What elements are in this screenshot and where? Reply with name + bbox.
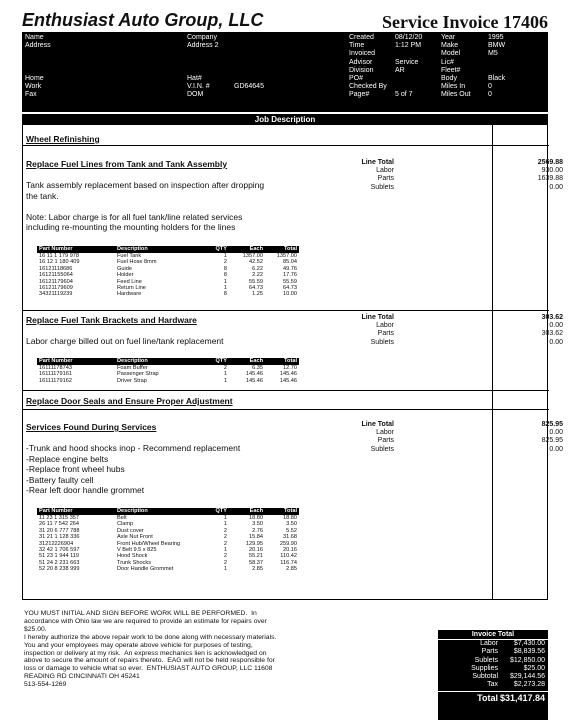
parts-cell: 16111179161 bbox=[39, 371, 72, 378]
parts-cell: 58.37 bbox=[249, 559, 263, 566]
parts-cell: Feed Line bbox=[117, 278, 142, 285]
parts-cell: 16121118686 bbox=[39, 265, 73, 272]
totals-value: 303.62 bbox=[541, 330, 563, 338]
invoice-title: Service Invoice 17406 bbox=[382, 12, 548, 32]
totals-label: Labor bbox=[376, 429, 394, 437]
header-label: Division bbox=[349, 66, 374, 74]
header-label bbox=[25, 50, 51, 58]
header-value: 1:12 PM bbox=[395, 42, 422, 50]
invoice-total-value: $7,430.00 bbox=[513, 640, 545, 647]
company-name: Enthusiast Auto Group, LLC bbox=[22, 10, 264, 30]
parts-cell: 16121179604 bbox=[39, 278, 73, 285]
parts-header-cell: QTY bbox=[215, 508, 227, 514]
header-label: PO# bbox=[349, 74, 364, 82]
invoice-total-rows bbox=[438, 640, 548, 690]
section-description: Tank assembly replacement based on inspection after dropping the tank. Note: Labor charge is for all fuel tank/line related services including re-mounting the mounting holders for the lines bbox=[26, 180, 265, 232]
section-divider bbox=[23, 310, 549, 311]
parts-cell: 64.73 bbox=[283, 284, 297, 291]
parts-cell: 2 bbox=[223, 540, 227, 547]
vehicle-labels bbox=[441, 34, 471, 100]
parts-header-cell: Description bbox=[117, 508, 148, 514]
parts-cell: 6.35 bbox=[252, 365, 263, 371]
header-label: Home bbox=[25, 74, 44, 82]
parts-cell: Belt bbox=[117, 515, 127, 521]
header-label: Fax bbox=[25, 91, 37, 99]
parts-row bbox=[37, 378, 299, 384]
parts-cell: 1357.00 bbox=[242, 253, 263, 259]
header-value: M5 bbox=[488, 50, 498, 58]
vin-number: GD64645 bbox=[234, 83, 264, 91]
parts-cell: Return Line bbox=[117, 284, 146, 291]
parts-cell: Dust cover bbox=[117, 527, 144, 534]
parts-cell: 1 bbox=[223, 377, 227, 384]
header-label bbox=[25, 59, 51, 67]
parts-table bbox=[37, 508, 299, 573]
parts-header-cell: Description bbox=[117, 358, 148, 364]
parts-cell: 16 12 1 180 409 bbox=[39, 259, 80, 266]
invoice-total-row bbox=[438, 657, 548, 665]
job-body bbox=[22, 125, 563, 600]
parts-cell: 2.85 bbox=[252, 566, 263, 573]
parts-cell: 31 20 6 777 788 bbox=[39, 527, 80, 534]
header-value: 08/12/20 bbox=[395, 34, 423, 41]
parts-cell: Passenger Strap bbox=[117, 371, 159, 378]
invoice-header bbox=[22, 32, 548, 112]
parts-cell: 2 bbox=[223, 559, 227, 566]
parts-cell: Clamp bbox=[117, 521, 134, 528]
parts-cell: 1 bbox=[223, 521, 227, 528]
totals-value: 825.95 bbox=[541, 437, 563, 445]
parts-cell: Foam Buffer bbox=[117, 365, 148, 371]
parts-cell: 1 bbox=[223, 253, 227, 259]
redaction-block bbox=[64, 72, 120, 108]
totals-label: Line Total bbox=[361, 421, 394, 428]
header-label: Address bbox=[25, 42, 51, 50]
header-label bbox=[25, 67, 51, 75]
header-value bbox=[488, 59, 505, 67]
parts-cell: 52 20 8 238 999 bbox=[39, 566, 80, 573]
parts-header-cell: Each bbox=[249, 246, 263, 252]
invoice-total-label: Supplies bbox=[471, 664, 498, 672]
parts-cell: 31 21 1 128 336 bbox=[39, 534, 80, 541]
section-title: Replace Door Seals and Ensure Proper Adjustment bbox=[26, 396, 233, 406]
header-label: Body bbox=[441, 74, 457, 82]
customer-labels bbox=[25, 34, 51, 100]
parts-cell: 2 bbox=[223, 365, 227, 371]
order-labels bbox=[349, 34, 387, 100]
parts-cell: Axle Nut Front bbox=[117, 534, 153, 541]
parts-cell: Driver Strap bbox=[117, 377, 147, 384]
header-value: BMW bbox=[488, 42, 506, 50]
parts-cell: 2 bbox=[223, 259, 227, 266]
header-value: 0 bbox=[488, 91, 492, 99]
parts-header-cell: Total bbox=[284, 508, 297, 514]
parts-cell: 31.68 bbox=[283, 534, 297, 541]
grand-total-value: $31,417.84 bbox=[499, 692, 545, 703]
parts-cell: 51 23 1 944 119 bbox=[39, 553, 80, 560]
order-values bbox=[395, 34, 422, 100]
parts-cell: Fuel Tank bbox=[117, 253, 142, 259]
header-label: Make bbox=[441, 42, 459, 50]
parts-cell: 18.80 bbox=[249, 515, 263, 521]
parts-cell: Trunk Shocks bbox=[117, 559, 151, 566]
parts-cell: 17.76 bbox=[283, 272, 297, 279]
redaction-block bbox=[66, 36, 116, 64]
parts-header-cell: QTY bbox=[215, 358, 227, 364]
header-label: Advisor bbox=[349, 58, 373, 66]
column-divider bbox=[492, 125, 493, 599]
parts-table-header bbox=[37, 246, 299, 253]
header-label: Created bbox=[349, 34, 374, 41]
invoice-total-label: Labor bbox=[480, 640, 498, 647]
invoice-total-box bbox=[438, 630, 548, 720]
totals-value: 0.00 bbox=[549, 322, 563, 330]
vehicle-id-labels bbox=[187, 34, 219, 100]
invoice-total-row bbox=[438, 681, 548, 689]
parts-cell: 129.95 bbox=[245, 540, 263, 547]
parts-cell: 8 bbox=[223, 272, 227, 279]
totals-value: 1639.88 bbox=[537, 175, 563, 183]
parts-cell: 116.74 bbox=[280, 559, 297, 566]
parts-row bbox=[37, 566, 299, 572]
parts-cell: 16111178743 bbox=[39, 365, 72, 371]
invoice-total-label: Subtotal bbox=[472, 673, 498, 681]
invoice-total-row bbox=[438, 640, 548, 648]
parts-cell: 145.46 bbox=[245, 377, 263, 384]
parts-cell: 20.16 bbox=[283, 546, 297, 553]
parts-cell: 259.90 bbox=[279, 540, 297, 547]
totals-label: Labor bbox=[376, 322, 394, 330]
header-label: Invoiced bbox=[349, 50, 376, 58]
parts-cell: V Belt 9.5 x 825 bbox=[117, 546, 157, 553]
parts-cell: 85.04 bbox=[283, 259, 297, 266]
parts-cell: 2.76 bbox=[252, 527, 263, 534]
totals-label: Parts bbox=[377, 330, 394, 338]
parts-cell: 31212226904 bbox=[39, 540, 74, 547]
parts-cell: Holder bbox=[117, 272, 134, 279]
section-title: Services Found During Services bbox=[26, 422, 157, 432]
totals-label: Sublets bbox=[370, 338, 394, 346]
parts-cell: 2.85 bbox=[286, 566, 297, 573]
parts-cell: 15.84 bbox=[249, 534, 263, 541]
invoice-total-title: Invoice Total bbox=[438, 630, 548, 640]
parts-cell: Front Hub/Wheel Bearing bbox=[117, 540, 181, 547]
parts-cell: 1.25 bbox=[252, 291, 263, 298]
parts-cell: 51 24 2 231 663 bbox=[39, 559, 80, 566]
parts-cell: 6.22 bbox=[252, 265, 263, 272]
parts-cell: 1 bbox=[223, 278, 227, 285]
parts-cell: 16 11 1 179 978 bbox=[39, 253, 80, 259]
totals-label: Labor bbox=[376, 167, 394, 175]
header-value: AR bbox=[395, 66, 405, 74]
parts-cell: 16121155064 bbox=[39, 272, 73, 279]
grand-total-row bbox=[438, 691, 548, 704]
header-value bbox=[395, 75, 422, 83]
section-divider bbox=[23, 409, 549, 410]
parts-cell: 42.52 bbox=[249, 259, 263, 266]
parts-header-cell: Description bbox=[117, 246, 148, 252]
terms-text: YOU MUST INITIAL AND SIGN BEFORE WORK WILL BE PERFORMED. In accordance with Ohio law we are required to provide an estimate for repairs over $25.00. I hereby authorize the above repair work to be done along with necessary materials. You and your employees may operate above vehicle for purposes of testing, inspection or delivery at my risk. An express mechanics lien is acknowledged on above to secure the amount of repairs thereto. EAG will not be held responsible for loss or damage to vehicle what so ever. ENTHUSIAST AUTO GROUP, LLC 11608 READING RD CINCINNATI OH 45241 513-554-1269 bbox=[24, 610, 277, 689]
header-label: Checked By bbox=[349, 83, 387, 91]
header-label: Name bbox=[25, 34, 44, 41]
parts-cell: 16111179162 bbox=[39, 377, 72, 384]
section-description: -Trunk and hood shocks inop - Recommend replacement -Replace engine belts -Replace front wheel hubs -Battery faulty cell -Rear left door handle grommet bbox=[26, 443, 241, 495]
totals-value: 930.00 bbox=[541, 167, 563, 175]
parts-cell: 32 42 1 706 597 bbox=[39, 546, 80, 553]
totals-label: Sublets bbox=[370, 183, 394, 191]
parts-cell: 1 bbox=[223, 566, 227, 573]
invoice-total-label: Sublets bbox=[474, 656, 498, 664]
parts-cell: 55.21 bbox=[249, 553, 263, 560]
parts-cell: Hood Shock bbox=[117, 553, 148, 560]
header-label: V.I.N. # bbox=[187, 83, 210, 91]
header-label bbox=[187, 59, 219, 67]
parts-cell: 2 bbox=[223, 553, 227, 560]
parts-table-header bbox=[37, 358, 299, 365]
parts-cell: 49.76 bbox=[283, 265, 297, 272]
totals-label: Line Total bbox=[361, 159, 394, 166]
parts-cell: 18.80 bbox=[283, 515, 297, 521]
parts-cell: 5.52 bbox=[286, 527, 297, 534]
invoice-total-label: Parts bbox=[481, 648, 498, 656]
parts-cell: 1357.00 bbox=[276, 253, 297, 259]
invoice-total-label: Tax bbox=[487, 681, 498, 689]
parts-cell: 145.46 bbox=[279, 371, 297, 378]
section-description: Labor charge billed out on fuel line/tank replacement bbox=[26, 336, 224, 346]
totals-label: Parts bbox=[377, 437, 394, 445]
parts-cell: 11 23 1 315 357 bbox=[39, 515, 80, 521]
header-label: Address 2 bbox=[187, 42, 219, 50]
parts-cell: 1 bbox=[223, 284, 227, 291]
parts-cell: 110.42 bbox=[280, 553, 297, 560]
job-description-bar: Job Description bbox=[22, 114, 548, 125]
parts-cell: 145.46 bbox=[245, 371, 263, 378]
invoice-total-value: $2,273.28 bbox=[513, 681, 545, 689]
totals-value: 825.95 bbox=[541, 421, 563, 428]
header-label: Model bbox=[441, 50, 461, 58]
parts-header-cell: Total bbox=[284, 246, 297, 252]
parts-cell: 1 bbox=[223, 371, 227, 378]
parts-cell: 55.59 bbox=[283, 278, 297, 285]
header-value bbox=[395, 50, 422, 58]
parts-cell: 26 11 7 542 264 bbox=[39, 521, 80, 528]
invoice-total-row bbox=[438, 673, 548, 681]
totals-value: 0.00 bbox=[549, 338, 563, 346]
header-value: Service bbox=[395, 58, 419, 66]
parts-table bbox=[37, 358, 299, 384]
section-title: Replace Fuel Tank Brackets and Hardware bbox=[26, 315, 197, 325]
parts-cell: 8 bbox=[223, 291, 227, 298]
section-divider bbox=[23, 390, 549, 391]
header-label: Work bbox=[25, 83, 42, 91]
totals-value: 2569.88 bbox=[537, 159, 563, 166]
header-value: Black bbox=[488, 74, 506, 82]
parts-row bbox=[37, 291, 299, 297]
header-value bbox=[488, 67, 505, 75]
header-label: Fleet# bbox=[441, 66, 461, 74]
parts-header-cell: Total bbox=[284, 358, 297, 364]
parts-cell: 2 bbox=[223, 527, 227, 534]
header-value: 0 bbox=[488, 83, 492, 91]
parts-cell: 2 bbox=[223, 534, 227, 541]
parts-cell: 8 bbox=[223, 265, 227, 272]
parts-cell: 1 bbox=[223, 515, 227, 521]
parts-cell: Hardware bbox=[117, 291, 142, 298]
parts-cell: 55.59 bbox=[249, 278, 263, 285]
vin-value bbox=[234, 34, 264, 91]
totals-value: 0.00 bbox=[549, 445, 563, 453]
header-value: 5 of 7 bbox=[395, 91, 413, 99]
parts-header-cell: Part Number bbox=[39, 246, 73, 252]
header-label bbox=[187, 67, 219, 75]
parts-header-cell: Each bbox=[249, 358, 263, 364]
parts-cell: 3.50 bbox=[286, 521, 297, 528]
parts-cell: 16121179609 bbox=[39, 284, 73, 291]
parts-cell: 34321119239 bbox=[39, 291, 73, 298]
section-title: Wheel Refinishing bbox=[26, 134, 100, 144]
parts-header-cell: QTY bbox=[215, 246, 227, 252]
section-divider bbox=[23, 145, 549, 146]
header-label: Page# bbox=[349, 91, 370, 99]
header-label: Year bbox=[441, 34, 456, 41]
grand-total-label: Total bbox=[477, 692, 498, 703]
header-label: DOM bbox=[187, 91, 204, 99]
invoice-total-value: $25.00 bbox=[523, 664, 545, 672]
parts-cell: Door Handle Grommet bbox=[117, 566, 174, 573]
parts-cell: 2.22 bbox=[252, 272, 263, 279]
invoice-total-value: $12,850.00 bbox=[509, 656, 545, 664]
header-label: Hat# bbox=[187, 74, 202, 82]
parts-cell: Fuel Hose 8mm bbox=[117, 259, 157, 266]
header-label: Miles In bbox=[441, 83, 466, 91]
totals-label: Sublets bbox=[370, 445, 394, 453]
parts-table-header bbox=[37, 508, 299, 515]
parts-cell: 10.00 bbox=[283, 291, 297, 298]
parts-table bbox=[37, 246, 299, 298]
totals-value: 0.00 bbox=[549, 183, 563, 191]
header-label: Company bbox=[187, 34, 217, 41]
invoice-total-value: $29,144.56 bbox=[509, 673, 545, 681]
section-title: Replace Fuel Lines from Tank and Tank Assembly bbox=[26, 159, 228, 169]
parts-cell: 12.70 bbox=[283, 365, 297, 371]
header-label: Miles Out bbox=[441, 91, 471, 99]
vehicle-values bbox=[488, 34, 505, 100]
totals-label: Parts bbox=[377, 175, 394, 183]
header-label bbox=[187, 50, 219, 58]
parts-header-cell: Part Number bbox=[39, 358, 73, 364]
totals-value: 0.00 bbox=[549, 429, 563, 437]
parts-cell: Guide bbox=[117, 265, 132, 272]
totals-value: 303.62 bbox=[541, 314, 563, 321]
header-value: 1995 bbox=[488, 34, 504, 41]
parts-cell: 20.16 bbox=[249, 546, 263, 553]
parts-cell: 145.46 bbox=[279, 377, 297, 384]
invoice-total-row bbox=[438, 665, 548, 673]
parts-header-cell: Each bbox=[249, 508, 263, 514]
header-label: Time bbox=[349, 42, 365, 50]
parts-header-cell: Part Number bbox=[39, 508, 73, 514]
header-value bbox=[395, 83, 422, 91]
parts-cell: 64.73 bbox=[249, 284, 263, 291]
parts-cell: 1 bbox=[223, 546, 227, 553]
totals-label: Line Total bbox=[361, 314, 394, 321]
header-label: Lic# bbox=[441, 58, 454, 66]
invoice-total-value: $8,839.56 bbox=[513, 648, 545, 656]
parts-cell: 3.50 bbox=[252, 521, 263, 528]
invoice-total-row bbox=[438, 648, 548, 656]
